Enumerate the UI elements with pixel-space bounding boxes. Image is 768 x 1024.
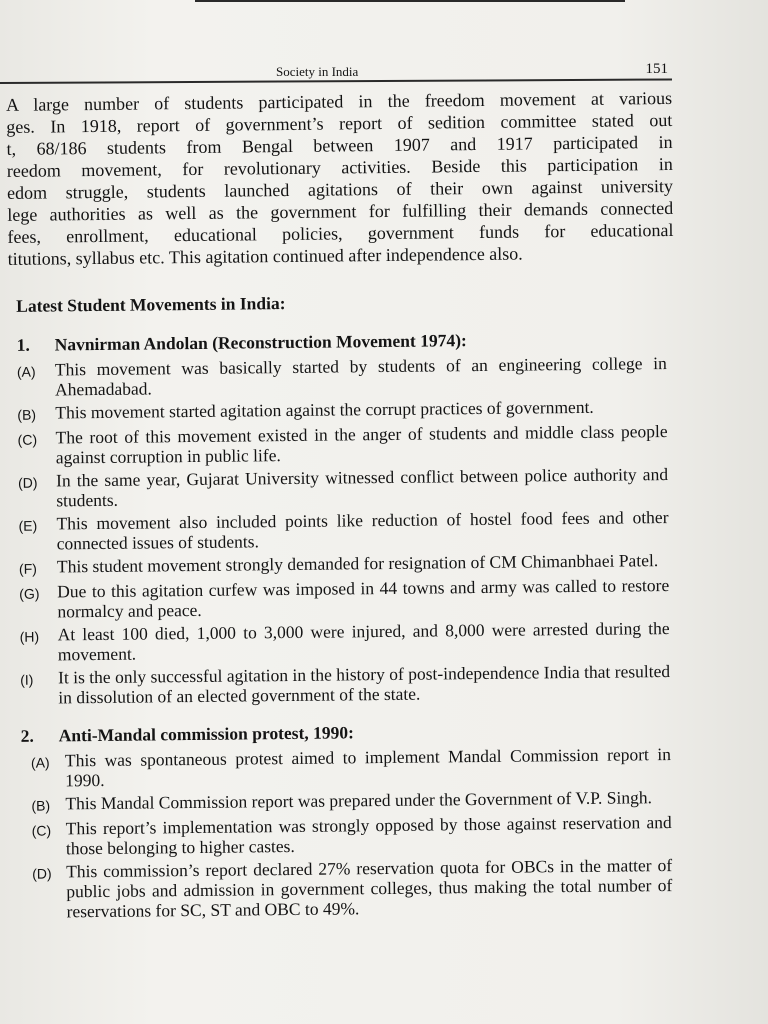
section-2-list (7, 744, 681, 922)
item-label: (D) (17, 474, 38, 491)
item-text: This Mandal Commission report was prepared under the Government of V.P. Singh. (65, 787, 653, 814)
list-item (4, 464, 676, 511)
section-1-list (3, 353, 679, 708)
item-text: This was spontaneous protest aimed to implement Mandal Commission report in 1990. (64, 744, 672, 791)
intro-line: reedom movement, for revolutionary activities. Beside this participation in (6, 153, 673, 181)
section-title-text: Anti-Mandal commission protest, 1990: (58, 722, 355, 746)
list-item (8, 812, 680, 859)
item-label: (C) (31, 822, 52, 839)
section-1 (3, 328, 679, 708)
item-label: (I) (20, 671, 34, 688)
list-item (7, 744, 679, 791)
list-item (8, 855, 681, 922)
list-item (6, 618, 678, 665)
list-item (7, 787, 679, 816)
item-label: (C) (17, 431, 38, 448)
header-title: Society in India (276, 64, 359, 79)
section-title (17, 328, 675, 356)
item-label: (D) (32, 865, 52, 882)
list-item (5, 575, 677, 622)
intro-line: lege authorities as well as the government for fulfilling their demands connected (7, 197, 674, 225)
section-heading: Latest Student Movements in India: (16, 293, 286, 316)
top-edge-line (195, 0, 625, 2)
item-label: (A) (30, 754, 50, 771)
section-2 (7, 719, 681, 922)
item-label: (A) (16, 363, 36, 380)
intro-line: ges. In 1918, report of government’s report of sedition committee stated out (6, 109, 673, 137)
item-text: The root of this movement existed in the anger of students and middle class people against corruption in public life. (55, 421, 668, 468)
item-text: This report’s implementation was strongly opposed by those against reservation and those belonging to higher castes. (65, 812, 672, 859)
page-body (0, 87, 681, 925)
item-text: This movement started agitation against the corrupt practices of government. (55, 396, 594, 423)
item-text: Due to this agitation curfew was imposed in 44 towns and army was called to restore normalcy and peace. (57, 575, 670, 622)
section-title (21, 719, 679, 747)
intro-line: titutions, syllabus etc. This agitation continued after independence also. (7, 243, 523, 269)
section-number: 1. (16, 334, 30, 355)
item-label: (G) (19, 585, 40, 602)
item-text: In the same year, Gujarat University witnessed conflict between police authority and students. (55, 464, 669, 511)
list-item (3, 421, 675, 468)
intro-line: A large number of students participated in the freedom movement at various (6, 87, 673, 115)
list-item (6, 661, 678, 708)
item-text: This student movement strongly demanded for resignation of CM Chimanbhaei Patel. (56, 550, 659, 577)
item-text: This movement was basically started by students of an engineering college in Ahemadabad. (54, 353, 667, 400)
intro-paragraph (0, 87, 674, 270)
item-label: (F) (18, 560, 37, 577)
list-item (3, 396, 675, 425)
page-number: 151 (645, 61, 668, 77)
item-text: At least 100 died, 1,000 to 3,000 were injured, and 8,000 were arrested during the movement. (57, 618, 670, 665)
item-text: This commission’s report declared 27% reservation quota for OBCs in the matter of public jobs and admission in government colleges, thus making the total number of reservations for SC, ST and OBC to 49%. (66, 855, 673, 922)
item-label: (B) (31, 797, 51, 814)
list-item (4, 507, 676, 554)
item-text: This movement also included points like reduction of hostel food fees and other connected issues of students. (56, 507, 669, 554)
list-item (3, 353, 675, 400)
item-label: (B) (17, 406, 37, 423)
intro-line: edom struggle, students launched agitations of their own against university (6, 175, 674, 203)
section-number: 2. (20, 725, 34, 746)
list-item (5, 550, 677, 579)
item-text: It is the only successful agitation in the history of post-independence India that resulted in dissolution of an elected government of the state. (58, 661, 671, 708)
intro-line: t, 68/186 students from Bengal between 1907 and 1917 participated in (6, 131, 673, 159)
running-header (0, 58, 668, 80)
section-title-text: Navnirman Andolan (Reconstruction Movement 1974): (54, 330, 467, 355)
intro-line: fees, enrollment, educational policies, government funds for educational (7, 219, 674, 247)
item-label: (E) (18, 517, 38, 534)
item-label: (H) (19, 628, 40, 645)
